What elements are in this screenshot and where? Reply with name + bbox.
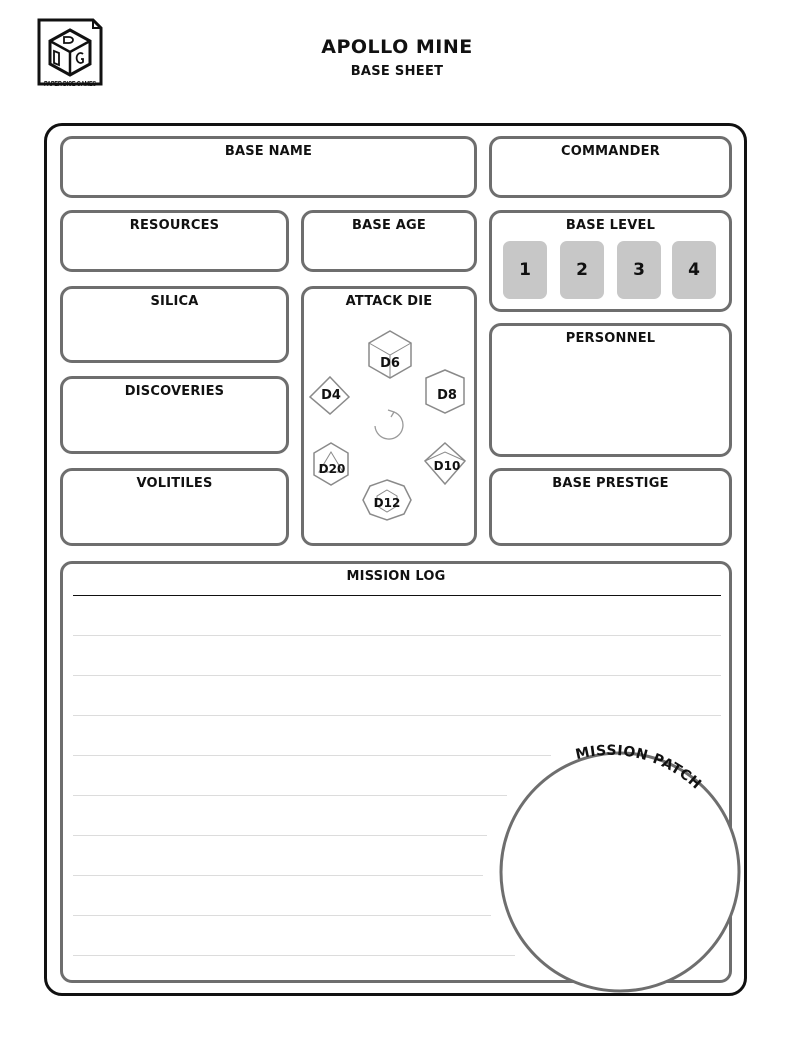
mission-patch[interactable] — [495, 720, 745, 995]
base-prestige-label: BASE PRESTIGE — [552, 476, 669, 491]
mission-log-line — [73, 835, 487, 836]
d10-icon[interactable] — [425, 443, 465, 484]
d4-label: D4 — [321, 388, 341, 403]
resources-field[interactable] — [60, 210, 289, 272]
base-name-field[interactable] — [60, 136, 477, 198]
base-prestige-field[interactable] — [489, 468, 732, 546]
logo-text: PAPER DICE GAMES — [43, 81, 97, 88]
resources-label: RESOURCES — [129, 218, 220, 233]
base-level-1[interactable]: 1 — [503, 241, 547, 299]
commander-label: COMMANDER — [561, 144, 660, 159]
base-level-2[interactable]: 2 — [560, 241, 604, 299]
page-title: APOLLO MINE — [321, 36, 473, 58]
base-level-4[interactable]: 4 — [672, 241, 716, 299]
mission-log-label: MISSION LOG — [346, 569, 446, 584]
base-age-label: BASE AGE — [352, 218, 426, 233]
base-level-3[interactable]: 3 — [617, 241, 661, 299]
volitiles-field[interactable] — [60, 468, 289, 546]
attack-dice-wheel — [301, 286, 477, 546]
volitiles-label: VOLITILES — [136, 476, 213, 491]
commander-field[interactable] — [489, 136, 732, 198]
silica-field[interactable] — [60, 286, 289, 363]
mission-log-line — [73, 715, 721, 716]
d4-icon[interactable] — [310, 377, 349, 414]
d12-label: D12 — [373, 496, 401, 510]
discoveries-label: DISCOVERIES — [124, 384, 225, 399]
d20-icon[interactable] — [314, 443, 348, 485]
mission-log-header-rule — [73, 595, 721, 596]
mission-log-line — [73, 675, 721, 676]
base-name-label: BASE NAME — [224, 144, 313, 159]
discoveries-field[interactable] — [60, 376, 289, 454]
attack-die-label: ATTACK DIE — [345, 294, 433, 309]
d6-label: D6 — [380, 356, 400, 371]
d6-icon[interactable] — [369, 331, 411, 378]
mission-patch-label: MISSION PATCH — [574, 742, 705, 793]
base-age-field[interactable] — [301, 210, 477, 272]
base-level-label: BASE LEVEL — [565, 218, 656, 233]
page-subtitle: BASE SHEET — [350, 64, 444, 79]
mission-log-line — [73, 955, 515, 956]
personnel-field[interactable] — [489, 323, 732, 457]
d20-label: D20 — [318, 462, 346, 476]
personnel-label: PERSONNEL — [565, 331, 656, 346]
base-level-field — [489, 210, 732, 312]
d10-label: D10 — [433, 459, 461, 473]
d8-icon[interactable] — [426, 370, 464, 413]
d12-icon[interactable] — [363, 480, 411, 520]
mission-log-line — [73, 795, 507, 796]
mission-log-line — [73, 755, 551, 756]
mission-log-line — [73, 915, 491, 916]
mission-log-line — [73, 635, 721, 636]
silica-label: SILICA — [150, 294, 199, 309]
mission-log-line — [73, 875, 483, 876]
d8-label: D8 — [437, 388, 457, 403]
rotate-arrow-icon — [375, 410, 403, 439]
